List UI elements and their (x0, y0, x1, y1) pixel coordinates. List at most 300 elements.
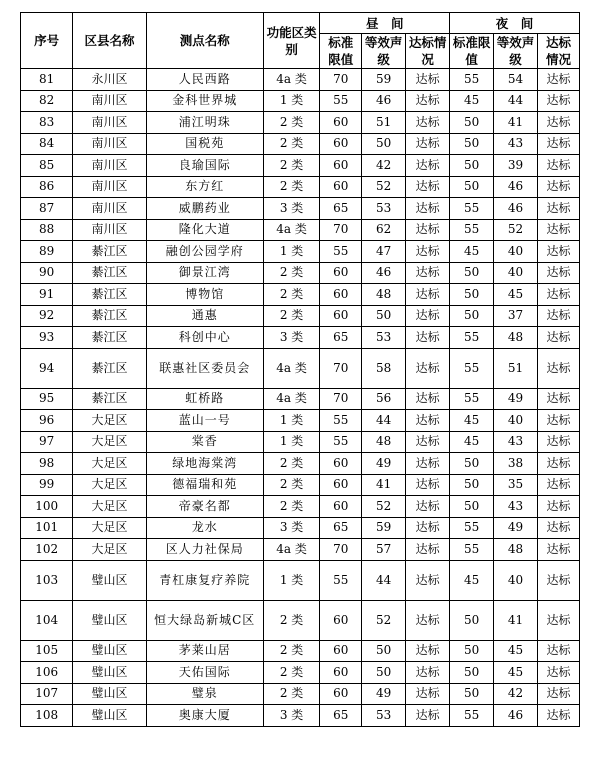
district-cell: 綦江区 (73, 388, 146, 410)
night-leq-cell: 43 (494, 496, 538, 518)
header-night-limit: 标准限值 (450, 34, 494, 69)
night-leq-cell: 41 (494, 112, 538, 134)
night-limit-cell: 55 (450, 219, 494, 241)
site-cell: 融创公园学府 (146, 241, 263, 263)
day-status-cell: 达标 (406, 705, 450, 727)
zone-cell: 4a 类 (263, 69, 320, 91)
seq-cell: 85 (21, 155, 73, 177)
day-leq-cell: 53 (362, 327, 406, 349)
seq-cell: 102 (21, 539, 73, 561)
seq-cell: 100 (21, 496, 73, 518)
day-status-cell: 达标 (406, 241, 450, 263)
night-limit-cell: 50 (450, 262, 494, 284)
night-status-cell: 达标 (538, 560, 580, 600)
table-row (21, 662, 580, 684)
zone-cell: 4a 类 (263, 388, 320, 410)
night-status-cell: 达标 (538, 133, 580, 155)
header-day-status: 达标情况 (406, 34, 450, 69)
day-leq-cell: 48 (362, 431, 406, 453)
day-status-cell: 达标 (406, 431, 450, 453)
day-leq-cell: 50 (362, 133, 406, 155)
day-leq-cell: 57 (362, 539, 406, 561)
district-cell: 綦江区 (73, 284, 146, 306)
table-row (21, 327, 580, 349)
night-leq-cell: 48 (494, 327, 538, 349)
day-limit-cell: 70 (320, 219, 362, 241)
day-leq-cell: 44 (362, 560, 406, 600)
table-row (21, 517, 580, 539)
seq-cell: 92 (21, 305, 73, 327)
night-limit-cell: 50 (450, 496, 494, 518)
night-leq-cell: 46 (494, 198, 538, 220)
zone-cell: 2 类 (263, 305, 320, 327)
seq-cell: 93 (21, 327, 73, 349)
district-cell: 璧山区 (73, 560, 146, 600)
night-status-cell: 达标 (538, 410, 580, 432)
district-cell: 綦江区 (73, 262, 146, 284)
district-cell: 南川区 (73, 176, 146, 198)
day-limit-cell: 60 (320, 683, 362, 705)
district-cell: 璧山区 (73, 640, 146, 662)
night-limit-cell: 50 (450, 112, 494, 134)
day-limit-cell: 60 (320, 453, 362, 475)
day-limit-cell: 60 (320, 133, 362, 155)
header-district: 区县名称 (73, 13, 146, 69)
district-cell: 南川区 (73, 133, 146, 155)
night-limit-cell: 55 (450, 348, 494, 388)
night-leq-cell: 43 (494, 431, 538, 453)
zone-cell: 2 类 (263, 662, 320, 684)
day-leq-cell: 50 (362, 662, 406, 684)
night-status-cell: 达标 (538, 90, 580, 112)
seq-cell: 88 (21, 219, 73, 241)
header-day: 昼 间 (320, 13, 450, 34)
seq-cell: 97 (21, 431, 73, 453)
day-status-cell: 达标 (406, 453, 450, 475)
day-limit-cell: 60 (320, 640, 362, 662)
day-leq-cell: 49 (362, 453, 406, 475)
zone-cell: 2 类 (263, 453, 320, 475)
seq-cell: 83 (21, 112, 73, 134)
district-cell: 綦江区 (73, 348, 146, 388)
header-night-leq: 等效声级 (494, 34, 538, 69)
district-cell: 大足区 (73, 474, 146, 496)
day-leq-cell: 50 (362, 305, 406, 327)
zone-cell: 2 类 (263, 683, 320, 705)
day-limit-cell: 55 (320, 90, 362, 112)
night-leq-cell: 43 (494, 133, 538, 155)
seq-cell: 87 (21, 198, 73, 220)
table-row (21, 112, 580, 134)
zone-cell: 3 类 (263, 198, 320, 220)
night-leq-cell: 49 (494, 388, 538, 410)
zone-cell: 2 类 (263, 600, 320, 640)
night-limit-cell: 50 (450, 305, 494, 327)
day-limit-cell: 65 (320, 705, 362, 727)
table-row (21, 474, 580, 496)
district-cell: 綦江区 (73, 305, 146, 327)
night-limit-cell: 55 (450, 198, 494, 220)
day-status-cell: 达标 (406, 305, 450, 327)
site-cell: 区人力社保局 (146, 539, 263, 561)
zone-cell: 1 类 (263, 90, 320, 112)
night-leq-cell: 51 (494, 348, 538, 388)
noise-monitoring-table (20, 12, 580, 727)
day-status-cell: 达标 (406, 517, 450, 539)
zone-cell: 1 类 (263, 241, 320, 263)
night-status-cell: 达标 (538, 219, 580, 241)
table-row (21, 155, 580, 177)
night-leq-cell: 46 (494, 705, 538, 727)
day-leq-cell: 47 (362, 241, 406, 263)
day-status-cell: 达标 (406, 539, 450, 561)
day-status-cell: 达标 (406, 560, 450, 600)
site-cell: 帝豪名都 (146, 496, 263, 518)
table-row (21, 219, 580, 241)
table-row (21, 176, 580, 198)
day-status-cell: 达标 (406, 662, 450, 684)
night-limit-cell: 50 (450, 176, 494, 198)
day-leq-cell: 46 (362, 262, 406, 284)
zone-cell: 2 类 (263, 133, 320, 155)
night-limit-cell: 45 (450, 90, 494, 112)
zone-cell: 2 类 (263, 262, 320, 284)
table-row (21, 453, 580, 475)
seq-cell: 98 (21, 453, 73, 475)
seq-cell: 89 (21, 241, 73, 263)
day-limit-cell: 55 (320, 560, 362, 600)
site-cell: 蓝山一号 (146, 410, 263, 432)
night-status-cell: 达标 (538, 683, 580, 705)
site-cell: 浦江明珠 (146, 112, 263, 134)
day-status-cell: 达标 (406, 640, 450, 662)
night-status-cell: 达标 (538, 176, 580, 198)
night-status-cell: 达标 (538, 600, 580, 640)
day-status-cell: 达标 (406, 600, 450, 640)
day-status-cell: 达标 (406, 683, 450, 705)
day-leq-cell: 50 (362, 640, 406, 662)
night-limit-cell: 50 (450, 453, 494, 475)
day-leq-cell: 51 (362, 112, 406, 134)
night-status-cell: 达标 (538, 112, 580, 134)
day-leq-cell: 41 (362, 474, 406, 496)
day-limit-cell: 60 (320, 284, 362, 306)
night-limit-cell: 55 (450, 539, 494, 561)
night-leq-cell: 40 (494, 410, 538, 432)
header-site: 测点名称 (146, 13, 263, 69)
seq-cell: 94 (21, 348, 73, 388)
day-status-cell: 达标 (406, 69, 450, 91)
day-limit-cell: 70 (320, 539, 362, 561)
zone-cell: 2 类 (263, 112, 320, 134)
seq-cell: 105 (21, 640, 73, 662)
night-limit-cell: 45 (450, 410, 494, 432)
table-row (21, 410, 580, 432)
day-leq-cell: 52 (362, 176, 406, 198)
site-cell: 威鹏药业 (146, 198, 263, 220)
table-row (21, 560, 580, 600)
night-leq-cell: 35 (494, 474, 538, 496)
night-leq-cell: 38 (494, 453, 538, 475)
day-status-cell: 达标 (406, 262, 450, 284)
table-row (21, 69, 580, 91)
table-row (21, 90, 580, 112)
district-cell: 綦江区 (73, 327, 146, 349)
seq-cell: 107 (21, 683, 73, 705)
seq-cell: 101 (21, 517, 73, 539)
header-seq: 序号 (21, 13, 73, 69)
day-limit-cell: 60 (320, 662, 362, 684)
night-leq-cell: 52 (494, 219, 538, 241)
day-limit-cell: 70 (320, 348, 362, 388)
day-leq-cell: 59 (362, 517, 406, 539)
day-leq-cell: 59 (362, 69, 406, 91)
table-row (21, 348, 580, 388)
day-leq-cell: 46 (362, 90, 406, 112)
site-cell: 人民西路 (146, 69, 263, 91)
district-cell: 大足区 (73, 517, 146, 539)
day-leq-cell: 42 (362, 155, 406, 177)
day-limit-cell: 55 (320, 410, 362, 432)
zone-cell: 4a 类 (263, 219, 320, 241)
table-row (21, 539, 580, 561)
day-leq-cell: 49 (362, 683, 406, 705)
district-cell: 大足区 (73, 539, 146, 561)
site-cell: 奥康大厦 (146, 705, 263, 727)
site-cell: 良瑜国际 (146, 155, 263, 177)
zone-cell: 1 类 (263, 410, 320, 432)
site-cell: 联惠社区委员会 (146, 348, 263, 388)
night-leq-cell: 54 (494, 69, 538, 91)
day-status-cell: 达标 (406, 155, 450, 177)
zone-cell: 4a 类 (263, 539, 320, 561)
zone-cell: 2 类 (263, 284, 320, 306)
night-status-cell: 达标 (538, 453, 580, 475)
night-status-cell: 达标 (538, 388, 580, 410)
day-status-cell: 达标 (406, 198, 450, 220)
day-limit-cell: 65 (320, 517, 362, 539)
day-limit-cell: 55 (320, 431, 362, 453)
night-leq-cell: 48 (494, 539, 538, 561)
district-cell: 南川区 (73, 198, 146, 220)
district-cell: 大足区 (73, 496, 146, 518)
seq-cell: 90 (21, 262, 73, 284)
night-status-cell: 达标 (538, 327, 580, 349)
day-status-cell: 达标 (406, 348, 450, 388)
night-leq-cell: 39 (494, 155, 538, 177)
table-row (21, 305, 580, 327)
night-status-cell: 达标 (538, 69, 580, 91)
day-limit-cell: 60 (320, 262, 362, 284)
seq-cell: 84 (21, 133, 73, 155)
night-leq-cell: 44 (494, 90, 538, 112)
day-limit-cell: 60 (320, 155, 362, 177)
zone-cell: 2 类 (263, 640, 320, 662)
night-limit-cell: 55 (450, 705, 494, 727)
day-leq-cell: 52 (362, 496, 406, 518)
night-limit-cell: 50 (450, 133, 494, 155)
site-cell: 璧泉 (146, 683, 263, 705)
district-cell: 大足区 (73, 431, 146, 453)
night-limit-cell: 55 (450, 69, 494, 91)
night-limit-cell: 45 (450, 560, 494, 600)
night-status-cell: 达标 (538, 262, 580, 284)
night-leq-cell: 46 (494, 176, 538, 198)
night-leq-cell: 37 (494, 305, 538, 327)
site-cell: 绿地海棠湾 (146, 453, 263, 475)
day-leq-cell: 44 (362, 410, 406, 432)
day-limit-cell: 60 (320, 600, 362, 640)
night-status-cell: 达标 (538, 305, 580, 327)
district-cell: 璧山区 (73, 683, 146, 705)
day-limit-cell: 60 (320, 305, 362, 327)
district-cell: 璧山区 (73, 705, 146, 727)
site-cell: 茅莱山居 (146, 640, 263, 662)
table-row (21, 431, 580, 453)
site-cell: 隆化大道 (146, 219, 263, 241)
day-status-cell: 达标 (406, 284, 450, 306)
site-cell: 恒大绿岛新城C区 (146, 600, 263, 640)
district-cell: 南川区 (73, 219, 146, 241)
site-cell: 国税苑 (146, 133, 263, 155)
day-limit-cell: 60 (320, 496, 362, 518)
day-status-cell: 达标 (406, 176, 450, 198)
day-limit-cell: 70 (320, 69, 362, 91)
day-leq-cell: 62 (362, 219, 406, 241)
table-row (21, 600, 580, 640)
table-row (21, 241, 580, 263)
district-cell: 大足区 (73, 453, 146, 475)
night-status-cell: 达标 (538, 284, 580, 306)
day-limit-cell: 65 (320, 327, 362, 349)
night-limit-cell: 55 (450, 517, 494, 539)
day-limit-cell: 60 (320, 474, 362, 496)
seq-cell: 108 (21, 705, 73, 727)
zone-cell: 3 类 (263, 517, 320, 539)
night-leq-cell: 45 (494, 640, 538, 662)
site-cell: 棠香 (146, 431, 263, 453)
zone-cell: 1 类 (263, 560, 320, 600)
seq-cell: 86 (21, 176, 73, 198)
day-leq-cell: 52 (362, 600, 406, 640)
night-status-cell: 达标 (538, 705, 580, 727)
day-status-cell: 达标 (406, 219, 450, 241)
site-cell: 通惠 (146, 305, 263, 327)
table-row (21, 705, 580, 727)
night-leq-cell: 45 (494, 284, 538, 306)
night-status-cell: 达标 (538, 431, 580, 453)
table-row (21, 284, 580, 306)
header-day-limit: 标准限值 (320, 34, 362, 69)
night-limit-cell: 50 (450, 284, 494, 306)
night-limit-cell: 50 (450, 474, 494, 496)
night-limit-cell: 50 (450, 640, 494, 662)
night-status-cell: 达标 (538, 662, 580, 684)
night-status-cell: 达标 (538, 474, 580, 496)
day-status-cell: 达标 (406, 496, 450, 518)
zone-cell: 2 类 (263, 176, 320, 198)
night-status-cell: 达标 (538, 496, 580, 518)
day-status-cell: 达标 (406, 90, 450, 112)
site-cell: 御景江湾 (146, 262, 263, 284)
day-status-cell: 达标 (406, 112, 450, 134)
night-limit-cell: 45 (450, 241, 494, 263)
night-limit-cell: 50 (450, 683, 494, 705)
night-limit-cell: 50 (450, 662, 494, 684)
district-cell: 永川区 (73, 69, 146, 91)
night-status-cell: 达标 (538, 348, 580, 388)
header-zone: 功能区类别 (263, 13, 320, 69)
day-leq-cell: 53 (362, 198, 406, 220)
district-cell: 南川区 (73, 112, 146, 134)
table-row (21, 262, 580, 284)
night-limit-cell: 50 (450, 600, 494, 640)
day-leq-cell: 53 (362, 705, 406, 727)
site-cell: 虹桥路 (146, 388, 263, 410)
table-row (21, 640, 580, 662)
table-row (21, 683, 580, 705)
day-limit-cell: 55 (320, 241, 362, 263)
night-leq-cell: 45 (494, 662, 538, 684)
day-leq-cell: 48 (362, 284, 406, 306)
table-row (21, 388, 580, 410)
site-cell: 东方红 (146, 176, 263, 198)
zone-cell: 2 类 (263, 474, 320, 496)
district-cell: 璧山区 (73, 662, 146, 684)
day-limit-cell: 60 (320, 176, 362, 198)
day-status-cell: 达标 (406, 474, 450, 496)
seq-cell: 82 (21, 90, 73, 112)
night-status-cell: 达标 (538, 640, 580, 662)
seq-cell: 106 (21, 662, 73, 684)
seq-cell: 81 (21, 69, 73, 91)
night-leq-cell: 40 (494, 560, 538, 600)
seq-cell: 91 (21, 284, 73, 306)
night-leq-cell: 41 (494, 600, 538, 640)
night-status-cell: 达标 (538, 517, 580, 539)
zone-cell: 3 类 (263, 705, 320, 727)
site-cell: 青杠康复疗养院 (146, 560, 263, 600)
site-cell: 金科世界城 (146, 90, 263, 112)
night-status-cell: 达标 (538, 155, 580, 177)
district-cell: 南川区 (73, 90, 146, 112)
site-cell: 博物馆 (146, 284, 263, 306)
zone-cell: 2 类 (263, 496, 320, 518)
seq-cell: 103 (21, 560, 73, 600)
site-cell: 科创中心 (146, 327, 263, 349)
district-cell: 大足区 (73, 410, 146, 432)
zone-cell: 1 类 (263, 431, 320, 453)
day-limit-cell: 60 (320, 112, 362, 134)
district-cell: 南川区 (73, 155, 146, 177)
day-status-cell: 达标 (406, 410, 450, 432)
seq-cell: 95 (21, 388, 73, 410)
night-status-cell: 达标 (538, 539, 580, 561)
day-limit-cell: 65 (320, 198, 362, 220)
day-limit-cell: 70 (320, 388, 362, 410)
zone-cell: 3 类 (263, 327, 320, 349)
zone-cell: 4a 类 (263, 348, 320, 388)
day-status-cell: 达标 (406, 327, 450, 349)
seq-cell: 104 (21, 600, 73, 640)
night-leq-cell: 42 (494, 683, 538, 705)
day-leq-cell: 56 (362, 388, 406, 410)
night-leq-cell: 40 (494, 241, 538, 263)
table-row (21, 198, 580, 220)
night-status-cell: 达标 (538, 241, 580, 263)
night-limit-cell: 55 (450, 388, 494, 410)
header-night-status: 达标情况 (538, 34, 580, 69)
